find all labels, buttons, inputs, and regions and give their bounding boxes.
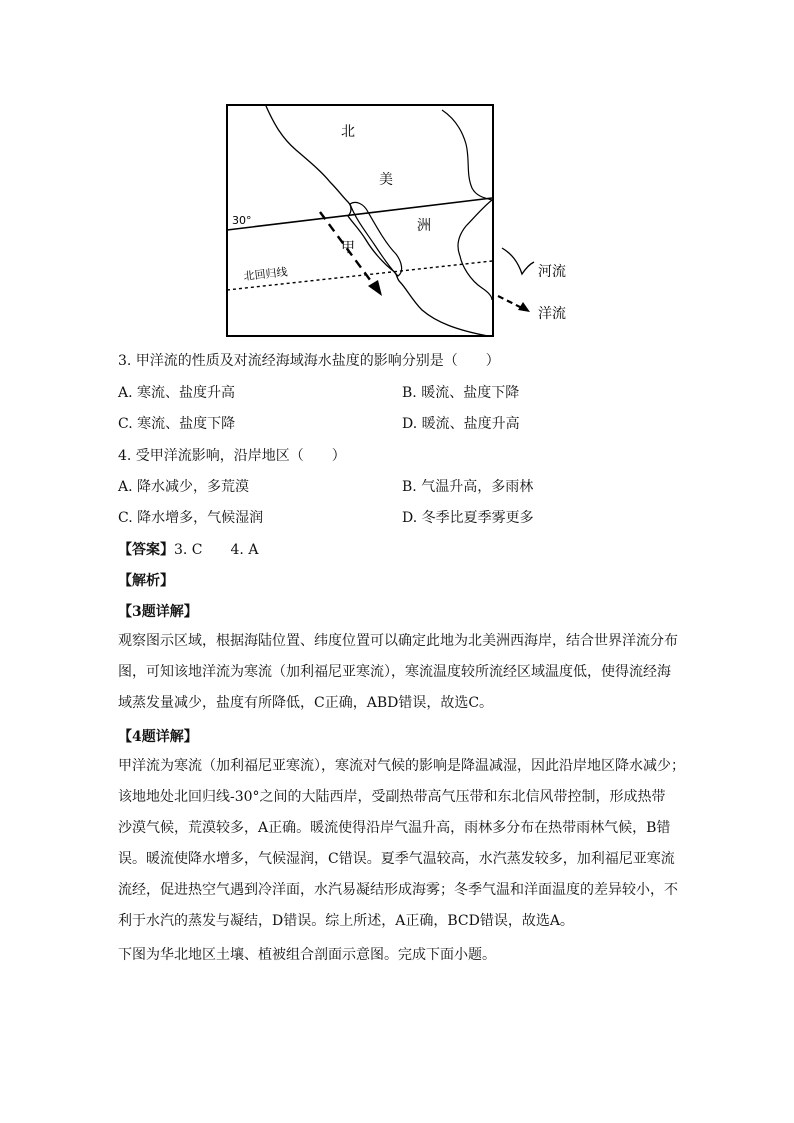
detail-3-text — [118, 626, 683, 719]
question-3-option-b: B. 暖流、盐度下降 — [402, 385, 520, 401]
detail-4-line: 误。暖流使降水增多，气候湿润，C错误。夏季气温较高，水汽蒸发较多，加利福尼亚寒流 — [118, 851, 675, 867]
detail-4-line: 流经，促进热空气遇到冷洋面，水汽易凝结形成海雾；冬季气温和洋面温度的差异较小，不 — [118, 882, 678, 898]
east-coastline — [458, 200, 492, 300]
question-3-option-a: A. 寒流、盐度升高 — [118, 385, 236, 401]
next-section-intro: 下图为华北地区土壤、植被组合剖面示意图。完成下面小题。 — [118, 947, 496, 963]
question-3-option-c: C. 寒流、盐度下降 — [118, 416, 236, 432]
map-frame — [227, 105, 493, 336]
answer-value: 3. C 4. A — [174, 542, 259, 558]
label-zhou: 洲 — [417, 218, 431, 234]
legend-river-label: 河流 — [538, 264, 566, 280]
detail-3-line: 图，可知该地洋流为寒流（加利福尼亚寒流），寒流温度较所流经区域温度低，使得流经海 — [118, 664, 671, 680]
answer-line — [118, 540, 258, 560]
question-3-option-d: D. 暖流、盐度升高 — [402, 416, 520, 432]
legend-current-label: 洋流 — [538, 306, 566, 322]
detail-3-line: 观察图示区域，根据海陆位置、纬度位置可以确定此地为北美洲西海岸，结合世界洋流分布 — [118, 633, 678, 649]
detail-4-line: 甲洋流为寒流（加利福尼亚寒流），寒流对气候的影响是降温减湿，因此沿岸地区降水减少； — [118, 758, 685, 774]
north-america-map-figure — [226, 104, 576, 340]
label-mei: 美 — [379, 172, 393, 188]
analysis-label: 【解析】 — [118, 573, 174, 589]
detail-3-label: 【3题详解】 — [118, 604, 198, 620]
detail-4-line: 该地地处北回归线-30°之间的大陆西岸，受副热带高气压带和东北信风带控制，形成热带 — [118, 789, 666, 805]
answer-label: 【答案】 — [118, 542, 174, 558]
question-4-option-c: C. 降水增多，气候湿润 — [118, 510, 264, 526]
question-4-stem: 4. 受甲洋流影响，沿岸地区（ ） — [118, 448, 346, 464]
label-tropic-of-cancer: 北回归线 — [242, 265, 289, 283]
current-jia-arrowhead — [368, 280, 382, 296]
question-4-option-b: B. 气温升高，多雨林 — [402, 479, 534, 495]
question-4-option-a: A. 降水减少，多荒漠 — [118, 479, 250, 495]
legend-river-symbol — [502, 248, 534, 274]
label-30-degree: 30° — [232, 214, 252, 227]
label-jia: 甲 — [341, 240, 355, 256]
detail-3-line: 域蒸发量减少，盐度有所降低，C正确，ABD错误，故选C。 — [118, 695, 494, 711]
label-bei: 北 — [341, 124, 355, 140]
detail-4-line: 沙漠气候，荒漠较多，A正确。暖流使得沿岸气温升高，雨林多分布在热带雨林气候，B错 — [118, 820, 671, 836]
detail-4-label: 【4题详解】 — [118, 729, 198, 745]
detail-4-text — [118, 751, 683, 937]
question-4-option-d: D. 冬季比夏季雾更多 — [402, 510, 534, 526]
map-svg — [226, 104, 576, 340]
detail-4-line: 利于水汽的蒸发与凝结，D错误。综上所述，A正确，BCD错误，故选A。 — [118, 913, 574, 929]
legend-current-symbol — [498, 296, 522, 308]
question-3-stem: 3. 甲洋流的性质及对流经海域海水盐度的影响分别是（ ） — [118, 353, 500, 369]
inland-boundary — [442, 110, 492, 200]
